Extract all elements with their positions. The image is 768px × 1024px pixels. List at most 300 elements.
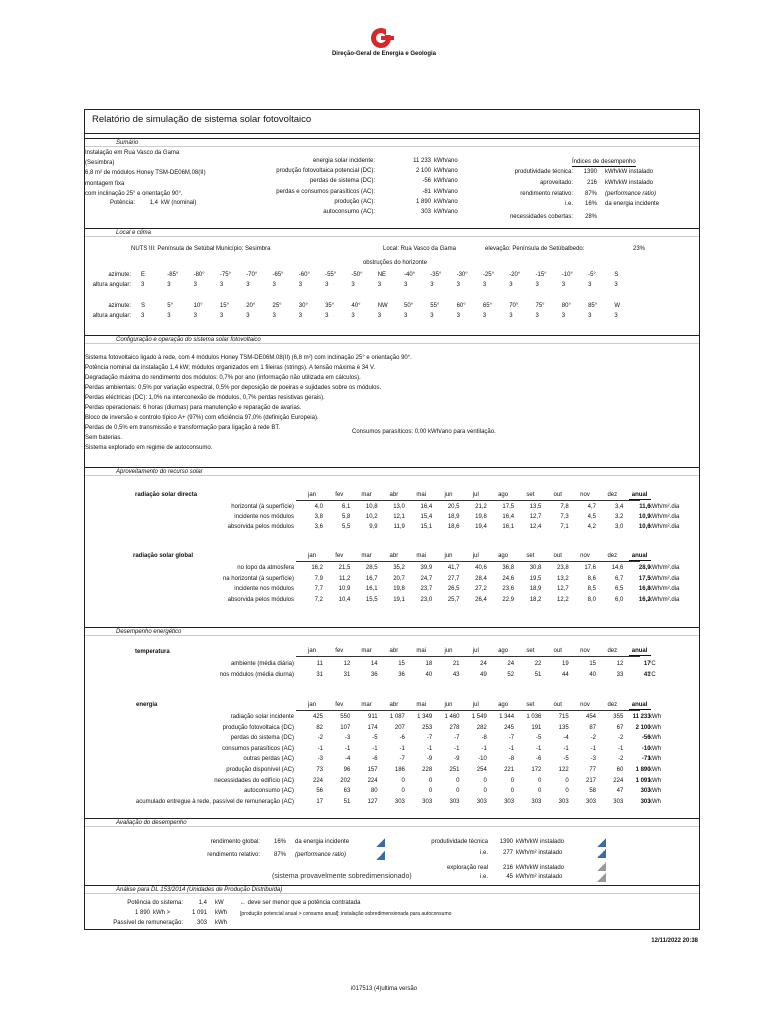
data-cell: 16,8 bbox=[638, 586, 651, 592]
obstruction-cell: 3 bbox=[404, 313, 408, 319]
obstruction-cell: 30° bbox=[298, 303, 308, 309]
data-cell: 8,6 bbox=[587, 575, 596, 582]
config-line: Perdas ambientais: 0,5% por variação espectral, 0,5% por deposição de poeiras e sujidades sobre os módulos. bbox=[85, 385, 382, 391]
data-cell: -1 bbox=[399, 745, 405, 752]
data-cell: 9,9 bbox=[369, 524, 378, 531]
data-cell: 1 091 bbox=[635, 777, 651, 784]
data-cell: -71 bbox=[641, 756, 651, 763]
month-header: ago bbox=[498, 702, 509, 708]
metric-unit: kWh/ano bbox=[434, 178, 458, 185]
data-cell: 254 bbox=[476, 767, 487, 773]
obstruction-cell: 3 bbox=[377, 282, 382, 288]
obstruction-cell: 3 bbox=[193, 282, 197, 288]
data-cell: 25,7 bbox=[447, 596, 460, 603]
data-cell: 17 bbox=[643, 661, 651, 667]
data-cell: 18,9 bbox=[529, 586, 542, 592]
obstruction-cell: 3 bbox=[535, 282, 539, 288]
unit-cell: kWh bbox=[649, 788, 661, 795]
obstruction-cell: 3 bbox=[298, 282, 303, 288]
productivity-unit: kWh/kW instalado bbox=[516, 839, 565, 845]
remuneration-unit: kWh bbox=[215, 920, 227, 926]
data-cell: -2 bbox=[317, 735, 323, 742]
data-cell: 7,2 bbox=[314, 596, 323, 603]
data-cell: 10,6 bbox=[638, 524, 651, 531]
row-label: absorvida pelos módulos bbox=[227, 524, 294, 531]
header-rule bbox=[296, 656, 640, 657]
annual-production-unit: kWh > bbox=[153, 910, 171, 916]
data-cell: 47 bbox=[616, 788, 624, 795]
row-label: nos módulos (média diurna) bbox=[219, 671, 294, 678]
data-cell: -1 bbox=[426, 745, 433, 752]
index-value: 16% bbox=[584, 201, 597, 207]
month-header: nov bbox=[580, 553, 590, 559]
data-cell: 10,4 bbox=[338, 596, 351, 603]
data-cell: 1 349 bbox=[417, 714, 433, 720]
data-cell: 107 bbox=[340, 724, 351, 731]
data-cell: 60 bbox=[616, 767, 624, 773]
data-cell: 23,6 bbox=[502, 586, 515, 592]
month-header: fev bbox=[335, 702, 344, 708]
obstruction-cell: 25° bbox=[272, 303, 282, 309]
obstruction-cell: 75° bbox=[535, 303, 545, 309]
row-label: autoconsumo (AC) bbox=[243, 788, 294, 795]
data-cell: 224 bbox=[312, 777, 323, 784]
data-cell: 17 bbox=[316, 798, 323, 805]
signal-icon bbox=[597, 873, 606, 882]
ie2-value: 45 bbox=[506, 874, 513, 880]
data-cell: 207 bbox=[394, 724, 405, 731]
data-cell: 31 bbox=[343, 671, 351, 678]
remuneration-label: Passível de remuneração: bbox=[113, 920, 183, 926]
data-cell: 303 bbox=[504, 798, 515, 805]
config-line: Degradação máxima do rendimento dos módulos: 0,7% por ano (informação não utilizada em cálculos). bbox=[85, 375, 361, 381]
data-cell: -1 bbox=[344, 745, 351, 752]
data-cell: 16,1 bbox=[502, 524, 515, 531]
data-cell: 303 bbox=[640, 798, 651, 805]
data-cell: -7 bbox=[399, 756, 405, 763]
data-cell: -56 bbox=[641, 735, 651, 742]
data-cell: 19,5 bbox=[529, 575, 542, 582]
obstruction-cell: 15° bbox=[219, 303, 229, 309]
obstruction-cell: 3 bbox=[614, 282, 618, 288]
obstruction-cell: 3 bbox=[167, 282, 171, 288]
data-cell: -8 bbox=[508, 756, 515, 763]
data-cell: 26,5 bbox=[447, 586, 460, 592]
unit-cell: kWh bbox=[649, 767, 661, 773]
data-cell: 303 bbox=[531, 798, 542, 805]
obstruction-cell: 3 bbox=[167, 313, 171, 319]
data-cell: 36 bbox=[398, 671, 405, 678]
nuts-region: NUTS III: Península de Setúbal Município: Sesimbra bbox=[131, 246, 271, 252]
data-cell: 16,4 bbox=[502, 514, 515, 521]
data-cell: -2 bbox=[617, 756, 624, 763]
obstruction-cell: 85° bbox=[588, 303, 598, 309]
month-header: jun bbox=[444, 492, 453, 498]
data-cell: 77 bbox=[589, 767, 596, 773]
data-cell: 31 bbox=[316, 671, 323, 678]
metric-label: perdas de sistema (DC): bbox=[309, 178, 375, 185]
data-cell: 12 bbox=[343, 661, 351, 667]
section-performance: Desempenho energético bbox=[85, 627, 699, 636]
data-cell: 454 bbox=[585, 714, 596, 720]
metric-label: autoconsumo (AC): bbox=[323, 209, 375, 215]
unit-cell: kWh/m².dia bbox=[649, 514, 680, 521]
obstruction-cell: -5° bbox=[588, 272, 596, 278]
ie1-value: 277 bbox=[502, 850, 513, 856]
header-rule bbox=[296, 710, 640, 711]
data-cell: 19,8 bbox=[475, 514, 487, 521]
index-unit: (performance ratio) bbox=[605, 191, 657, 197]
data-cell: 15 bbox=[398, 661, 405, 667]
data-cell: 135 bbox=[558, 724, 569, 731]
index-value: 87% bbox=[584, 191, 597, 197]
data-cell: -1 bbox=[617, 745, 624, 752]
data-cell: 11,9 bbox=[393, 524, 405, 531]
obstruction-cell: NE bbox=[377, 272, 387, 278]
month-header: nov bbox=[580, 648, 590, 654]
data-cell: 11,6 bbox=[639, 504, 651, 510]
data-cell: 186 bbox=[394, 767, 405, 773]
obstruction-cell: NW bbox=[377, 303, 388, 309]
data-cell: 715 bbox=[558, 714, 569, 720]
month-header: fev bbox=[335, 648, 344, 654]
month-header: jul bbox=[472, 702, 479, 708]
month-header: mar bbox=[361, 492, 372, 498]
data-cell: 4,0 bbox=[314, 504, 323, 510]
data-cell: -4 bbox=[344, 756, 351, 763]
month-header: abr bbox=[389, 492, 399, 498]
obstruction-cell: 3 bbox=[272, 282, 276, 288]
data-cell: 2 100 bbox=[635, 724, 651, 731]
data-cell: 20,5 bbox=[447, 504, 460, 510]
header-rule bbox=[296, 500, 640, 501]
remuneration-value: 303 bbox=[196, 920, 207, 926]
data-cell: 157 bbox=[367, 767, 378, 773]
unit-cell: kWh/m².dia bbox=[649, 524, 680, 531]
month-header: jul bbox=[472, 492, 479, 498]
data-cell: 4,7 bbox=[587, 504, 596, 510]
data-cell: 10,2 bbox=[365, 514, 378, 521]
metric-value: 1 890 bbox=[415, 198, 431, 205]
obstruction-cell: 3 bbox=[561, 282, 566, 288]
data-cell: 19,8 bbox=[393, 586, 405, 592]
obstruction-cell: -10° bbox=[561, 272, 573, 278]
config-line: Bloco de inversão e controlo típico A+ (97%) com eficiência 97,0% (definição Europeia). bbox=[85, 415, 319, 421]
data-cell: 3,2 bbox=[614, 514, 624, 521]
data-cell: 28,5 bbox=[365, 565, 378, 571]
row-label: radiação solar incidente bbox=[230, 714, 294, 720]
metric-value: 303 bbox=[420, 209, 431, 215]
data-cell: 35,2 bbox=[393, 565, 405, 571]
index-unit: kWh/kW instalado bbox=[605, 180, 654, 186]
data-cell: 16,2 bbox=[638, 596, 651, 603]
obstruction-cell: 3 bbox=[219, 313, 224, 319]
data-cell: 0 bbox=[428, 788, 433, 795]
global-efficiency-value: 16% bbox=[274, 839, 287, 845]
data-cell: 17,6 bbox=[584, 565, 596, 571]
obstruction-cell: 3 bbox=[246, 282, 250, 288]
oversized-note: (sistema provavelmente sobredimensionado) bbox=[272, 873, 412, 880]
obstruction-cell: 3 bbox=[193, 313, 197, 319]
elevation: elevação: Península de Setúbalbedo: bbox=[485, 246, 585, 252]
data-cell: 12,7 bbox=[557, 586, 569, 592]
data-cell: 221 bbox=[504, 767, 515, 773]
data-cell: -1 bbox=[536, 745, 542, 752]
obstruction-cell: 3 bbox=[588, 313, 592, 319]
obstruction-cell: -30° bbox=[456, 272, 468, 278]
row-label: outras perdas (AC) bbox=[243, 756, 294, 763]
data-cell: 16,2 bbox=[311, 565, 323, 571]
config-line: Perdas operacionais: 6 horas (diurnas) para manutenção e reparação de avarias. bbox=[85, 405, 302, 411]
productivity-value: 1390 bbox=[499, 839, 513, 845]
summary-line: Instalação em Rua Vasco da Gama bbox=[85, 150, 180, 156]
month-header: set bbox=[526, 648, 535, 654]
unit-cell: kWh/m².dia bbox=[649, 586, 680, 592]
obstruction-cell: 3 bbox=[430, 282, 434, 288]
metric-label: produção (AC): bbox=[334, 198, 375, 205]
data-cell: 39,9 bbox=[420, 565, 433, 571]
real-operation-value: 216 bbox=[502, 865, 513, 871]
direct-radiation-title: radiação solar directa bbox=[135, 492, 198, 498]
data-cell: 3,0 bbox=[614, 524, 624, 531]
data-cell: 1 549 bbox=[471, 714, 487, 720]
month-header: mai bbox=[416, 702, 427, 708]
obstruction-cell: -20° bbox=[509, 272, 521, 278]
obstruction-cell: 35° bbox=[325, 303, 335, 309]
config-line: Sistema explorado em regime de autoconsumo. bbox=[85, 445, 213, 451]
obstruction-cell: 3 bbox=[246, 313, 250, 319]
data-cell: -3 bbox=[344, 735, 351, 742]
obstruction-cell: 60° bbox=[456, 303, 466, 309]
data-cell: 7,9 bbox=[314, 575, 323, 582]
month-header: dez bbox=[607, 648, 618, 654]
header-rule bbox=[296, 561, 640, 562]
data-cell: 13,5 bbox=[529, 504, 542, 510]
system-power-label: Potência do sistema: bbox=[127, 900, 183, 906]
data-cell: -2 bbox=[617, 735, 624, 742]
index-value: 28% bbox=[584, 214, 597, 220]
data-cell: -5 bbox=[536, 735, 542, 742]
month-header: dez bbox=[607, 702, 618, 708]
month-header: mai bbox=[416, 648, 427, 654]
data-cell: 282 bbox=[476, 724, 487, 731]
data-cell: -2 bbox=[590, 735, 596, 742]
data-cell: 18,2 bbox=[529, 596, 542, 603]
ie2-label: i.e. bbox=[479, 874, 488, 880]
data-cell: -1 bbox=[563, 745, 569, 752]
month-header: mar bbox=[361, 702, 372, 708]
altitude-label-1: altura angular: bbox=[92, 282, 131, 288]
config-line: Potência nominal da instalação 1,4 kW; módulos organizados em 1 fileiras (strings). A tensão máxima é 34 V. bbox=[85, 365, 376, 371]
data-cell: 13,2 bbox=[557, 575, 569, 582]
unit-cell: kWh bbox=[649, 798, 661, 805]
data-cell: -1 bbox=[508, 745, 515, 752]
obstruction-cell: -60° bbox=[298, 272, 310, 278]
month-header: abr bbox=[389, 702, 399, 708]
data-cell: 19,1 bbox=[393, 596, 405, 603]
metric-value: 2 100 bbox=[415, 168, 431, 175]
index-unit: da energia incidente bbox=[605, 201, 660, 207]
config-line: Perdas eléctricas (DC): 1,0% na interconexão de módulos, 0,7% perdas resistivas gerais). bbox=[85, 395, 325, 401]
data-cell: 6,7 bbox=[614, 575, 624, 582]
data-cell: 6,1 bbox=[341, 504, 351, 510]
global-radiation-title: radiação solar global bbox=[133, 553, 194, 559]
data-cell: 12,4 bbox=[529, 524, 542, 531]
month-header: jun bbox=[444, 553, 453, 559]
metric-label: energia solar incidente: bbox=[312, 158, 375, 164]
obstruction-cell: -65° bbox=[272, 272, 284, 278]
month-header: jan bbox=[307, 492, 316, 498]
month-header: anual bbox=[629, 552, 651, 561]
data-cell: 202 bbox=[340, 777, 351, 784]
data-cell: 24,6 bbox=[502, 575, 515, 582]
row-label: na horizontal (à superfície) bbox=[222, 575, 294, 582]
month-header: set bbox=[526, 702, 535, 708]
data-cell: -1 bbox=[481, 745, 487, 752]
month-header: mar bbox=[361, 553, 372, 559]
row-label: necessidades do edifício (AC) bbox=[214, 777, 294, 784]
section-evaluation: Avaliação do desempenho bbox=[85, 818, 699, 827]
unit-cell: kWh bbox=[649, 777, 661, 784]
month-header: nov bbox=[580, 492, 590, 498]
month-header: abr bbox=[389, 648, 399, 654]
ie1-label: i.e. bbox=[479, 850, 488, 856]
data-cell: 26,4 bbox=[475, 596, 487, 603]
row-label: incidente nos módulos bbox=[234, 514, 294, 521]
annual-consumption: 1 091 bbox=[191, 910, 207, 916]
data-cell: 36 bbox=[370, 671, 378, 678]
energy-title: energia bbox=[136, 702, 158, 708]
obstruction-cell: 3 bbox=[509, 282, 513, 288]
month-header: jun bbox=[444, 648, 453, 654]
data-cell: -3 bbox=[317, 756, 323, 763]
month-header: jul bbox=[472, 648, 479, 654]
obstruction-cell: 3 bbox=[509, 313, 513, 319]
comparison-note: [produção potencial anual > consumo anual]: instalação sobredimensionada para autoconsumo bbox=[240, 911, 452, 917]
data-cell: 425 bbox=[312, 714, 323, 720]
unit-cell: kWh/m².dia bbox=[649, 565, 680, 571]
data-cell: 16,7 bbox=[365, 575, 378, 582]
data-cell: -3 bbox=[590, 756, 596, 763]
data-cell: -1 bbox=[372, 745, 378, 752]
metric-label: perdas e consumos parasíticos (AC): bbox=[276, 188, 375, 195]
data-cell: 63 bbox=[343, 788, 351, 795]
obstruction-cell: -85° bbox=[167, 272, 179, 278]
month-header: fev bbox=[335, 553, 344, 559]
month-header: mai bbox=[416, 492, 427, 498]
data-cell: 56 bbox=[316, 788, 323, 795]
index-label: necessidades cobertas: bbox=[509, 214, 573, 220]
data-cell: 16,4 bbox=[420, 504, 433, 510]
azimuth-label-1: azimute: bbox=[108, 272, 131, 278]
metric-value: -56 bbox=[422, 178, 431, 185]
month-header: out bbox=[553, 492, 562, 498]
data-cell: 5,5 bbox=[341, 524, 351, 531]
data-cell: 10,8 bbox=[365, 504, 378, 510]
obstruction-cell: 3 bbox=[325, 313, 329, 319]
obstruction-cell: E bbox=[141, 272, 146, 278]
data-cell: 22,9 bbox=[502, 596, 515, 603]
month-header: anual bbox=[629, 491, 651, 500]
obstruction-cell: 3 bbox=[351, 282, 355, 288]
metric-label: produção fotovoltaica potencial (DC): bbox=[276, 168, 375, 175]
data-cell: -5 bbox=[372, 735, 378, 742]
data-cell: 224 bbox=[367, 777, 378, 784]
data-cell: 303 bbox=[449, 798, 460, 805]
month-header: anual bbox=[629, 701, 651, 710]
signal-icon bbox=[597, 862, 606, 871]
data-cell: 17,5 bbox=[638, 575, 651, 582]
data-cell: 911 bbox=[368, 714, 378, 720]
data-cell: 224 bbox=[613, 777, 624, 784]
data-cell: 6,0 bbox=[614, 596, 624, 603]
obstruction-cell: 3 bbox=[325, 282, 329, 288]
data-cell: 0 bbox=[428, 777, 433, 784]
obstruction-cell: 3 bbox=[404, 282, 408, 288]
month-header: jan bbox=[307, 648, 316, 654]
data-cell: 0 bbox=[510, 777, 515, 784]
data-cell: 0 bbox=[483, 788, 487, 795]
data-cell: 87 bbox=[589, 724, 596, 731]
temperature-title: temperatura bbox=[135, 649, 170, 655]
parasitic-consumption: Consumos parasíticos: 0,00 kWh/ano para ventilação. bbox=[352, 429, 496, 435]
data-cell: 15,4 bbox=[420, 514, 433, 521]
index-label: produtividade técnica: bbox=[514, 169, 573, 175]
data-cell: 303 bbox=[613, 798, 624, 805]
data-cell: 12,2 bbox=[557, 596, 569, 603]
data-cell: 1 087 bbox=[389, 714, 405, 720]
index-unit: kWh/kW instalado bbox=[605, 169, 654, 175]
data-cell: -8 bbox=[481, 735, 487, 742]
data-cell: 44 bbox=[562, 671, 569, 678]
data-cell: 14 bbox=[370, 661, 378, 667]
data-cell: 27,7 bbox=[447, 575, 460, 582]
dgeg-logo bbox=[370, 27, 396, 49]
data-cell: 122 bbox=[558, 767, 569, 773]
index-label: aproveitado: bbox=[539, 180, 573, 186]
data-cell: -7 bbox=[426, 735, 433, 742]
metric-unit: kWh/ano bbox=[434, 198, 458, 205]
section-config: Configuração e operação do sistema solar fotovoltaico bbox=[85, 335, 699, 344]
data-cell: 11,2 bbox=[339, 575, 351, 582]
obstruction-cell: 3 bbox=[141, 313, 145, 319]
obstruction-cell: 20° bbox=[246, 303, 256, 309]
unit-cell: °C bbox=[649, 661, 656, 667]
data-cell: 245 bbox=[504, 724, 515, 731]
month-header: mai bbox=[416, 553, 427, 559]
obstruction-cell: 5° bbox=[167, 303, 174, 309]
obstruction-cell: -80° bbox=[193, 272, 205, 278]
data-cell: 174 bbox=[367, 724, 378, 731]
data-cell: 10,9 bbox=[638, 514, 651, 521]
data-cell: 40 bbox=[589, 671, 596, 678]
annual-production: 1 890 bbox=[134, 910, 150, 916]
data-cell: -6 bbox=[372, 756, 378, 763]
data-cell: 51 bbox=[534, 671, 542, 678]
metric-unit: kWh/ano bbox=[434, 168, 458, 175]
obstruction-cell: -75° bbox=[219, 272, 231, 278]
data-cell: 1 890 bbox=[635, 767, 651, 773]
data-cell: -5 bbox=[563, 756, 569, 763]
data-cell: 96 bbox=[343, 767, 351, 773]
data-cell: 49 bbox=[480, 671, 487, 678]
obstruction-cell: S bbox=[614, 272, 619, 278]
data-cell: 43 bbox=[452, 671, 460, 678]
data-cell: 21 bbox=[452, 661, 460, 667]
obstruction-cell: -35° bbox=[430, 272, 442, 278]
obstruction-cell: 3 bbox=[272, 313, 276, 319]
data-cell: 40 bbox=[425, 671, 433, 678]
